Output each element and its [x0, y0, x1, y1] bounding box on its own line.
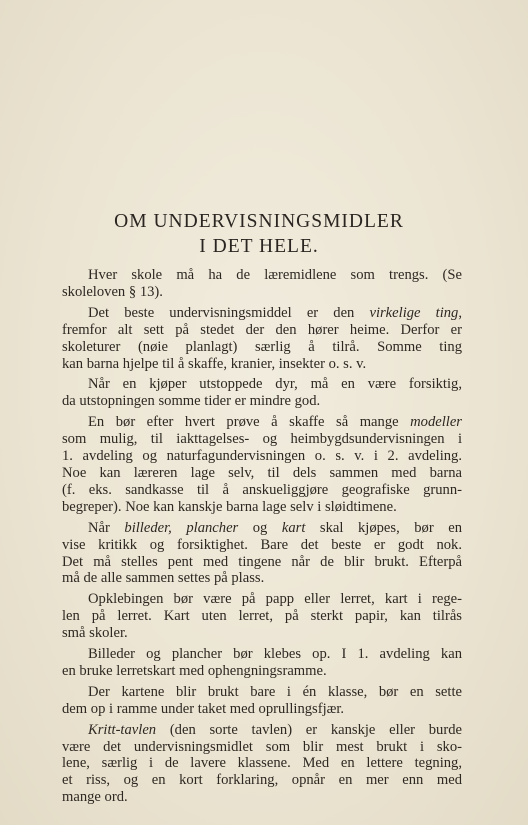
- text-run: fremfor alt sett på stedet der den hører heime. Derfor er: [62, 321, 462, 338]
- text-run: len på lerret. Kart uten lerret, på sterkt papir, kan tilrås: [62, 608, 462, 625]
- text-run: Det beste undervisningsmiddel er den: [88, 304, 370, 321]
- text-line: [62, 739, 462, 756]
- text-line: [62, 465, 462, 482]
- text-run: lene, særlig i de lavere klassene. Med en lettere tegning,: [62, 755, 462, 772]
- paragraph: [62, 722, 462, 807]
- text-run: Hver skole må ha de læremidlene som trengs. (Se: [88, 267, 462, 283]
- text-line: [62, 393, 462, 410]
- emphasized-term: Kritt-tavlen: [88, 721, 157, 738]
- text-run: og: [238, 519, 282, 536]
- emphasized-term: modeller: [410, 414, 462, 431]
- chapter-heading-line-2: I DET HELE.: [199, 236, 319, 257]
- text-run: Der kartene blir brukt bare i én klasse, bør en sette: [88, 683, 462, 700]
- chapter-heading-line-1: OM UNDERVISNINGSMIDLER: [114, 211, 404, 232]
- text-line: [62, 482, 462, 499]
- text-line: [62, 448, 462, 465]
- paragraph: [62, 414, 462, 515]
- paragraph: [62, 684, 462, 718]
- text-run: Noe kan læreren lage selv, til dels sammen med barna: [62, 464, 462, 481]
- text-run: skoleturer (nøie planlagt) særlig å tilrå. Somme ting: [62, 338, 462, 355]
- text-line: [62, 570, 462, 587]
- text-run: en bruke lerretskart med ophengningsramme.: [62, 662, 327, 679]
- emphasized-term: virkelige ting: [369, 304, 459, 321]
- text-line: [62, 663, 462, 680]
- body-text: [62, 267, 462, 806]
- text-line: [62, 414, 462, 431]
- text-line: [62, 305, 462, 322]
- text-run: da utstopningen somme tider er mindre god.: [62, 393, 321, 410]
- text-line: [62, 722, 462, 739]
- text-line: [62, 356, 462, 373]
- text-run: skal kjøpes, bør en: [305, 519, 462, 536]
- text-line: [62, 431, 462, 448]
- paragraph: [62, 376, 462, 410]
- text-line: [62, 755, 462, 772]
- text-line: [62, 608, 462, 625]
- text-run: (f. eks. sandkasse til å anskueliggjøre geografiske grunn-: [62, 481, 462, 498]
- text-line: [62, 376, 462, 393]
- text-run: 1. avdeling og naturfagundervisningen o. s. v. i 2. avdeling.: [62, 448, 462, 465]
- text-run: Når: [88, 519, 125, 536]
- text-line: [62, 322, 462, 339]
- text-line: [62, 772, 462, 789]
- text-run: kan barna hjelpe til å skaffe, kranier, insekter o. s. v.: [62, 355, 367, 372]
- emphasized-term: billeder, plancher: [124, 519, 239, 536]
- text-line: [62, 646, 462, 663]
- text-line: [62, 520, 462, 537]
- paragraph: [62, 591, 462, 642]
- text-run: Det må stelles pent med tingene når de blir brukt. Efterpå: [62, 553, 462, 570]
- text-line: [62, 591, 462, 608]
- text-run: vise kritikk og forsiktighet. Bare det beste er godt nok.: [62, 536, 462, 553]
- text-run: som mulig, til iakttagelses- og heimbygdsundervisningen i: [62, 431, 462, 448]
- text-run: mange ord.: [62, 789, 128, 806]
- text-run: et riss, og en kort forklaring, opnår en mer enn med: [62, 772, 462, 789]
- emphasized-term: kart: [281, 519, 306, 536]
- paragraph: [62, 646, 462, 680]
- paragraph: [62, 520, 462, 588]
- text-line: [62, 284, 462, 301]
- text-line: [62, 537, 462, 554]
- text-run: dem op i ramme under taket med oprullingsfjær.: [62, 700, 345, 717]
- text-run: En bør efter hvert prøve å skaffe så mange: [88, 414, 411, 431]
- text-line: [62, 625, 462, 642]
- text-run: Billeder og plancher bør klebes op. I 1. avdeling kan: [88, 646, 462, 663]
- paragraph: [62, 267, 462, 301]
- text-line: [62, 267, 462, 284]
- text-line: [62, 339, 462, 356]
- paragraph: [62, 305, 462, 373]
- text-line: [62, 554, 462, 571]
- text-run: begreper). Noe kan kanskje barna lage selv i sløidtimene.: [62, 498, 397, 515]
- text-run: små skoler.: [62, 625, 128, 642]
- text-line: [62, 789, 462, 806]
- text-run: skoleloven § 13).: [62, 283, 163, 300]
- text-run: (den sorte tavlen) er kanskje eller burde: [156, 721, 462, 738]
- text-line: [62, 684, 462, 701]
- text-run: må de alle sammen settes på plass.: [62, 570, 265, 587]
- text-line: [62, 499, 462, 516]
- text-line: [62, 701, 462, 718]
- text-run: ,: [458, 304, 462, 321]
- text-run: være det undervisningsmidlet som blir mest brukt i sko-: [62, 738, 462, 755]
- text-run: Opklebingen bør være på papp eller lerret, kart i rege-: [88, 591, 462, 608]
- text-run: Når en kjøper utstoppede dyr, må en være forsiktig,: [88, 376, 462, 393]
